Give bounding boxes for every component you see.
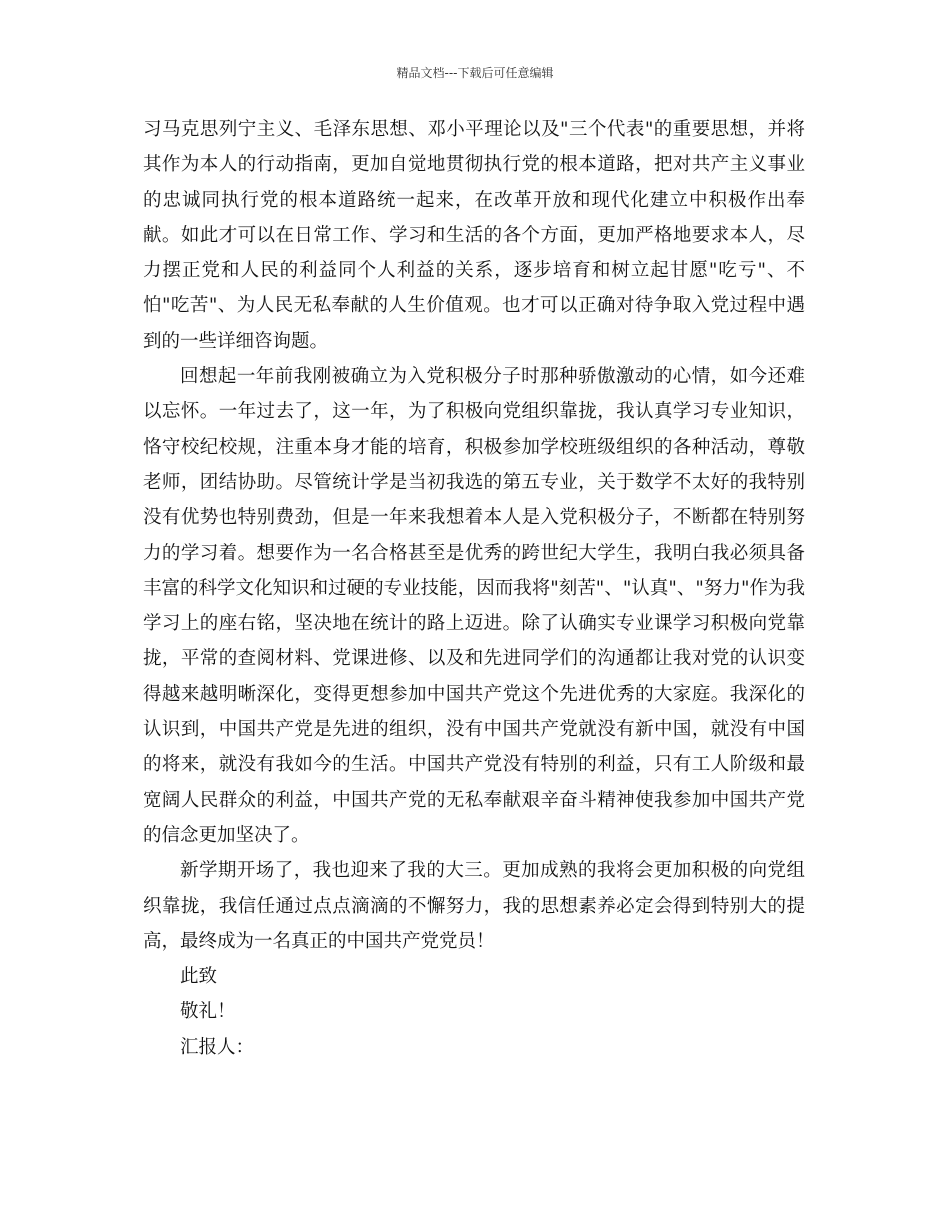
- paragraph-1: 习马克思列宁主义、毛泽东思想、邓小平理论以及"三个代表"的重要思想，并将其作为本人的行动指南，更加自觉地贯彻执行党的根本道路，把对共产主义事业的忠诚同执行党的根本道路统一起来，在改革开放和现代化建立中积极作出奉献。如此才可以在日常工作、学习和生活的各个方面，更加严格地要求本人，尽力摆正党和人民的利益同个人利益的关系，逐步培育和树立起甘愿"吃亏"、不怕"吃苦"、为人民无私奉献的人生价值观。也才可以正确对待争取入党过程中遇到的一些详细咨询题。: [143, 119, 805, 352]
- closing-salutation: 此致: [180, 966, 218, 988]
- closing-reporter: 汇报人：: [180, 1036, 255, 1058]
- closing-regards: 敬礼！: [180, 1001, 236, 1023]
- paragraph-3: 新学期开场了，我也迎来了我的大三。更加成熟的我将会更加积极的向党组织靠拢，我信任通过点点滴滴的不懈努力，我的思想素养必定会得到特别大的提高，最终成为一名真正的中国共产党党员！: [143, 860, 805, 952]
- paragraph-2: 回想起一年前我刚被确立为入党积极分子时那种骄傲激动的心情，如今还难以忘怀。一年过去了，这一年，为了积极向党组织靠拢，我认真学习专业知识，恪守校纪校规，注重本身才能的培育，积极参加学校班级组织的各种活动，尊敬老师，团结协助。尽管统计学是当初我选的第五专业，关于数学不太好的我特别没有优势也特别费劲，但是一年来我想着本人是入党积极分子，不断都在特别努力的学习着。想要作为一名合格甚至是优秀的跨世纪大学生，我明白我必须具备丰富的科学文化知识和过硬的专业技能，因而我将"刻苦"、"认真"、"努力"作为我学习上的座右铭，坚决地在统计的路上迈进。除了认确实专业课学习积极向党靠拢，平常的查阅材料、党课进修、以及和先进同学们的沟通都让我对党的认识变得越来越明晰深化，变得更想参加中国共产党这个先进优秀的大家庭。我深化的认识到，中国共产党是先进的组织，没有中国共产党就没有新中国，就没有中国的将来，就没有我如今的生活。中国共产党没有特别的利益，只有工人阶级和最宽阔人民群众的利益，中国共产党的无私奉献艰辛奋斗精神使我参加中国共产党的信念更加坚决了。: [143, 366, 805, 846]
- page-header: 精品文档---下载后可任意编辑: [396, 66, 554, 80]
- document-body: [143, 112, 805, 1065]
